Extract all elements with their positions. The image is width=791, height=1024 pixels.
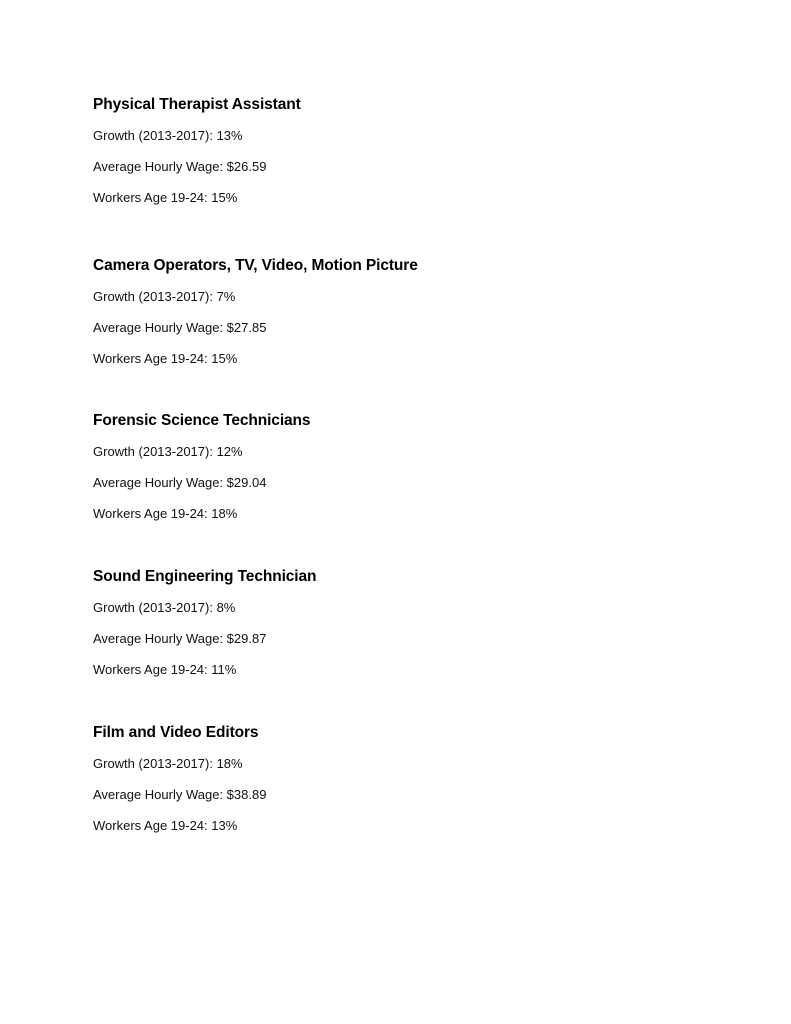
job-title: Camera Operators, TV, Video, Motion Picture	[93, 257, 418, 274]
hourly-wage-stat: Average Hourly Wage: $29.87	[93, 631, 267, 646]
workers-age-stat: Workers Age 19-24: 11%	[93, 662, 237, 677]
job-title: Physical Therapist Assistant	[93, 96, 301, 113]
job-entry-sound-engineering-technician	[93, 567, 713, 678]
job-entry-film-and-video-editors	[93, 723, 713, 834]
job-entry-physical-therapist-assistant	[93, 95, 713, 206]
growth-stat: Growth (2013-2017): 12%	[93, 444, 243, 459]
growth-stat: Growth (2013-2017): 8%	[93, 600, 236, 615]
workers-age-stat: Workers Age 19-24: 13%	[93, 818, 238, 833]
hourly-wage-stat: Average Hourly Wage: $27.85	[93, 320, 267, 335]
job-entry-forensic-science-technicians	[93, 411, 713, 522]
job-title: Film and Video Editors	[93, 724, 259, 741]
workers-age-stat: Workers Age 19-24: 15%	[93, 351, 238, 366]
job-title: Forensic Science Technicians	[93, 412, 311, 429]
hourly-wage-stat: Average Hourly Wage: $29.04	[93, 475, 267, 490]
job-title: Sound Engineering Technician	[93, 568, 317, 585]
workers-age-stat: Workers Age 19-24: 15%	[93, 190, 238, 205]
growth-stat: Growth (2013-2017): 18%	[93, 756, 243, 771]
job-entry-camera-operators	[93, 256, 713, 367]
growth-stat: Growth (2013-2017): 7%	[93, 289, 236, 304]
hourly-wage-stat: Average Hourly Wage: $38.89	[93, 787, 267, 802]
workers-age-stat: Workers Age 19-24: 18%	[93, 506, 238, 521]
hourly-wage-stat: Average Hourly Wage: $26.59	[93, 159, 267, 174]
growth-stat: Growth (2013-2017): 13%	[93, 128, 243, 143]
